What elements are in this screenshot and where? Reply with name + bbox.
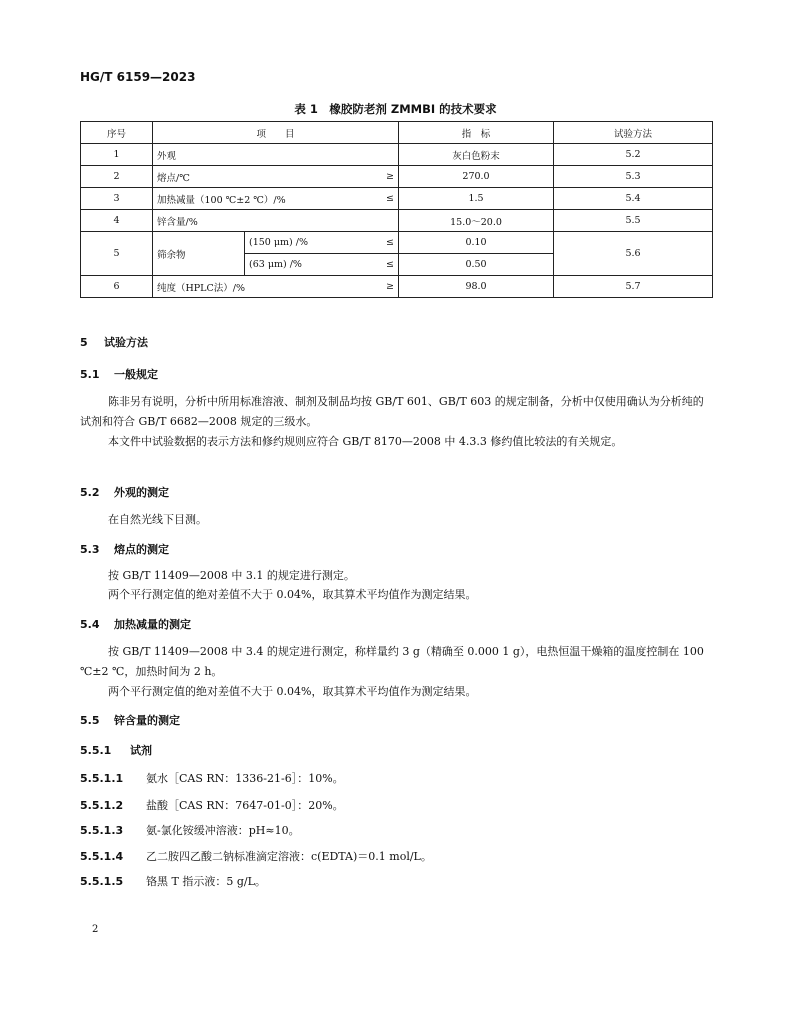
row-item xyxy=(153,210,399,232)
row-item xyxy=(153,144,399,166)
paragraph: 按 GB/T 11409—2008 中 3.1 的规定进行测定。 xyxy=(108,569,355,582)
row-spec: 1.5 xyxy=(399,188,554,210)
row-spec: 98.0 xyxy=(399,276,554,298)
row-seq: 4 xyxy=(81,210,153,232)
row-spec: 0.10 xyxy=(399,232,554,254)
section-title: 外观的测定 xyxy=(114,486,169,499)
row-item: 筛余物 xyxy=(153,232,245,276)
section-title: 锌含量的测定 xyxy=(114,714,180,727)
row-method: 5.6 xyxy=(554,232,713,276)
reagent-item xyxy=(80,797,344,813)
paragraph: 两个平行测定值的绝对差值不大于 0.04%，取其算术平均值作为测定结果。 xyxy=(108,685,477,698)
section-heading xyxy=(80,742,152,758)
row-item-label: 加热减量（100 ℃±2 ℃）/% xyxy=(157,194,286,206)
section-number: 5.5.1 xyxy=(80,744,112,757)
row-op: ≥ xyxy=(386,281,395,292)
table-row xyxy=(81,166,713,188)
section-number: 5.4 xyxy=(80,618,100,631)
paragraph: 本文件中试验数据的表示方法和修约规则应符合 GB/T 8170—2008 中 4.3.3 修约值比较法的有关规定。 xyxy=(108,435,623,448)
row-seq: 5 xyxy=(81,232,153,276)
row-item xyxy=(153,276,399,298)
row-seq: 1 xyxy=(81,144,153,166)
table-row xyxy=(81,144,713,166)
reagent-item xyxy=(80,770,344,786)
page-number: 2 xyxy=(92,924,99,935)
row-method: 5.5 xyxy=(554,210,713,232)
row-method: 5.3 xyxy=(554,166,713,188)
section-number: 5 xyxy=(80,336,88,349)
header-seq: 序号 xyxy=(81,122,153,144)
row-seq: 6 xyxy=(81,276,153,298)
row-method: 5.2 xyxy=(554,144,713,166)
reagent-item xyxy=(80,848,432,864)
row-item xyxy=(153,166,399,188)
row-spec: 270.0 xyxy=(399,166,554,188)
reagent-item xyxy=(80,822,300,838)
section-number: 5.1 xyxy=(80,368,100,381)
section-heading xyxy=(80,366,158,382)
section-title: 一般规定 xyxy=(114,368,158,381)
section-heading xyxy=(80,712,180,728)
reagent-text: 铬黑 T 指示液：5 g/L。 xyxy=(146,875,266,888)
row-item-label: 外观 xyxy=(157,150,177,162)
header-item: 项 目 xyxy=(153,122,399,144)
table-row xyxy=(81,276,713,298)
header-spec: 指 标 xyxy=(399,122,554,144)
section-heading xyxy=(80,334,148,350)
row-op: ≤ xyxy=(386,259,395,270)
section-number: 5.5 xyxy=(80,714,100,727)
row-spec: 0.50 xyxy=(399,254,554,276)
paragraph: 在自然光线下目测。 xyxy=(108,513,207,526)
row-op: ≥ xyxy=(386,171,395,182)
header-method: 试验方法 xyxy=(554,122,713,144)
paragraph: 按 GB/T 11409—2008 中 3.4 的规定进行测定，称样量约 3 g（精确至 0.000 1 g），电热恒温干燥箱的温度控制在 100 ℃±2 ℃，加热时间为 2 h。 xyxy=(80,645,704,678)
reagent-number: 5.5.1.4 xyxy=(80,850,124,863)
section-heading xyxy=(80,484,169,500)
table-row xyxy=(81,232,713,254)
reagent-text: 乙二胺四乙酸二钠标准滴定溶液：c(EDTA)＝0.1 mol/L。 xyxy=(146,850,432,863)
row-seq: 2 xyxy=(81,166,153,188)
section-number: 5.2 xyxy=(80,486,100,499)
section-number: 5.3 xyxy=(80,543,100,556)
table-row xyxy=(81,188,713,210)
row-subitem-label: (63 μm) /% xyxy=(249,259,302,270)
spec-table xyxy=(80,121,713,298)
reagent-number: 5.5.1.2 xyxy=(80,799,124,812)
row-op: ≤ xyxy=(386,193,395,204)
table-header-row xyxy=(81,122,713,144)
reagent-text: 盐酸［CAS RN：7647-01-0］：20%。 xyxy=(146,799,344,812)
row-subitem xyxy=(245,232,399,254)
reagent-number: 5.5.1.3 xyxy=(80,824,124,837)
reagent-item xyxy=(80,873,266,889)
section-title: 加热减量的测定 xyxy=(114,618,191,631)
section-title: 试剂 xyxy=(130,744,152,757)
paragraph: 两个平行测定值的绝对差值不大于 0.04%，取其算术平均值作为测定结果。 xyxy=(108,588,477,601)
paragraph: 陈非另有说明，分析中所用标准溶液、制剂及制品均按 GB/T 601、GB/T 603 的规定制备，分析中仅使用确认为分析纯的试剂和符合 GB/T 6682—2008 规定的三级水。 xyxy=(80,395,704,428)
reagent-number: 5.5.1.1 xyxy=(80,772,124,785)
row-item-label: 锌含量/% xyxy=(157,216,198,228)
row-item-label: 纯度（HPLC法）/% xyxy=(157,282,245,294)
table-row xyxy=(81,210,713,232)
section-title: 熔点的测定 xyxy=(114,543,169,556)
row-method: 5.4 xyxy=(554,188,713,210)
row-subitem-label: (150 μm) /% xyxy=(249,237,308,248)
row-item-label: 熔点/℃ xyxy=(157,172,190,184)
section-title: 试验方法 xyxy=(104,336,148,349)
row-item xyxy=(153,188,399,210)
section-heading xyxy=(80,541,169,557)
section-heading xyxy=(80,616,191,632)
row-method: 5.7 xyxy=(554,276,713,298)
row-subitem xyxy=(245,254,399,276)
reagent-text: 氨-氯化铵缓冲溶液：pH≈10。 xyxy=(146,824,300,837)
row-spec: 灰白色粉末 xyxy=(399,144,554,166)
row-spec: 15.0～20.0 xyxy=(399,210,554,232)
table-caption: 表 1 橡胶防老剂 ZMMBI 的技术要求 xyxy=(294,102,497,116)
document-id: HG/T 6159—2023 xyxy=(80,70,196,84)
reagent-text: 氨水［CAS RN：1336-21-6］：10%。 xyxy=(146,772,344,785)
row-seq: 3 xyxy=(81,188,153,210)
row-op: ≤ xyxy=(386,237,395,248)
reagent-number: 5.5.1.5 xyxy=(80,875,124,888)
